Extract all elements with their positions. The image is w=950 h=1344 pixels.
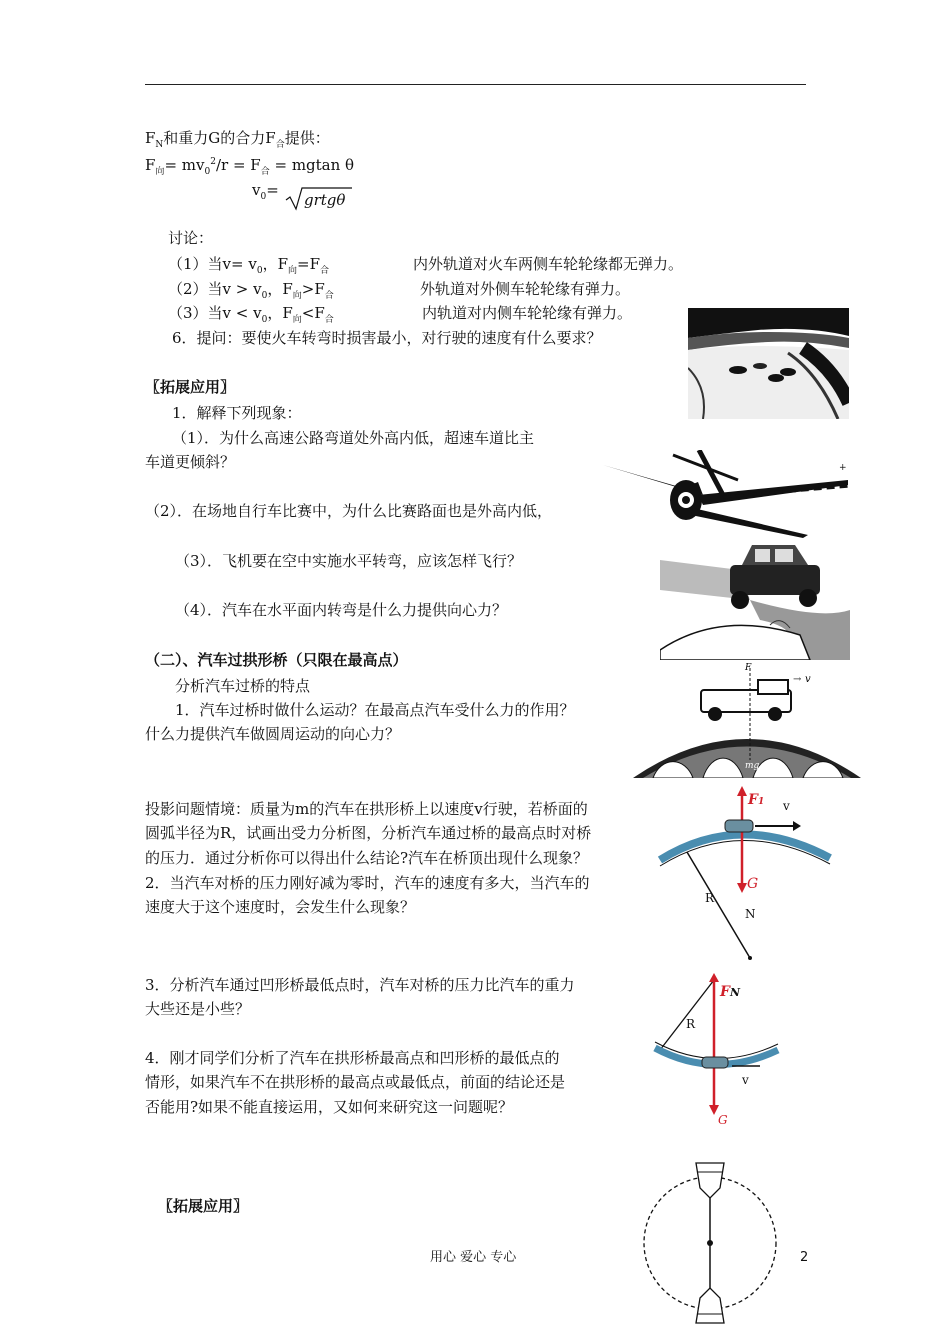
arch-bridge-figure	[633, 660, 861, 778]
section-2-question-1a: 1．汽车过桥时做什么运动？在最高点汽车受什么力的作用？	[175, 701, 575, 719]
question-4a: 4．刚才同学们分析了汽车在拱形桥最高点和凹形桥的最低点的	[145, 1049, 560, 1067]
footer-motto: 用心 爱心 专心	[430, 1250, 517, 1265]
header-rule	[145, 84, 806, 85]
ext-item-1-2: （2）．在场地自行车比赛中，为什么比赛路面也是外高内低，	[145, 502, 553, 520]
page-number: 2	[800, 1250, 809, 1265]
heading-extension-2: 〖拓展应用〗	[158, 1197, 249, 1215]
ext-item-1-3: （3）．飞机要在空中实施水平转弯，应该怎样飞行？	[175, 552, 523, 570]
discussion-item-2: （2）当$v > v_0$，$F_向>F_合$	[168, 280, 334, 301]
projection-line-1: 投影问题情境：质量为m的汽车在拱形桥上以速度v行驶，若桥面的	[145, 800, 588, 818]
svg-text:mg: mg	[745, 761, 760, 771]
question-2a: 2．当汽车对桥的压力刚好减为零时，汽车的速度有多大，当汽车的	[145, 874, 590, 892]
question-4c: 否能用?如果不能直接运用，又如何来研究这一问题呢？	[145, 1098, 514, 1116]
projection-line-2: 圆弧半径为R，试画出受力分析图，分析汽车通过桥的最高点时对桥	[145, 824, 592, 842]
question-3a: 3．分析汽车通过凹形桥最低点时，汽车对桥的压力比汽车的重力	[145, 976, 575, 994]
discussion-label: 讨论：	[168, 229, 214, 247]
question-3b: 大些还是小些？	[145, 1000, 251, 1018]
heading-extension-1: 〖拓展应用〗	[145, 378, 236, 396]
racetrack-photo	[688, 308, 849, 419]
car-turning-image	[660, 540, 850, 660]
svg-text:v: v	[783, 799, 790, 813]
discussion-item-2-text: 外轨道对外侧车轮轮缘有弹力。	[420, 280, 631, 298]
question-4b: 情形，如果汽车不在拱形桥的最高点或最低点，前面的结论还是	[145, 1073, 566, 1091]
svg-text:v: v	[742, 1073, 749, 1087]
svg-text:→: →	[793, 674, 802, 685]
ext-item-1-1b: 车道更倾斜？	[145, 453, 236, 471]
projection-line-3: 的压力．通过分析你可以得出什么结论?汽车在桥顶出现什么现象？	[145, 849, 589, 867]
section-2-intro: 分析汽车过桥的特点	[175, 677, 311, 695]
svg-text:R: R	[705, 891, 715, 905]
concave-bridge-diagram	[650, 970, 800, 1130]
bridge-force-diagram	[655, 780, 840, 960]
svg-text:N: N	[745, 907, 756, 921]
formula-line-2: $F_向= mv_0^2/r = F_合 = mgtan$ θ	[145, 156, 355, 177]
svg-text:v: v	[805, 674, 811, 685]
discussion-item-1: （1）当$v= v_0$，$F_向=F_合$	[168, 255, 330, 276]
formula-line-3: $v_0=$	[252, 181, 279, 202]
discussion-item-3-text: 内轨道对内侧车轮轮缘有弹力。	[422, 304, 633, 322]
section-2-question-1b: 什么力提供汽车做圆周运动的向心力？	[145, 725, 401, 743]
bucket-circle-diagram	[640, 1158, 780, 1338]
discussion-item-3: （3）当$v < v_0$，$F_向<F_合$	[168, 304, 334, 325]
svg-text:F: F	[745, 663, 752, 673]
discussion-item-1-text: 内外轨道对火车两侧车轮轮缘都无弹力。	[413, 255, 684, 273]
formula-line-1: $F_N$和重力G的合力$F_合$提供：	[145, 129, 330, 150]
svg-text:G: G	[718, 1113, 728, 1127]
ext-item-1-4: （4）．汽车在水平面内转弯是什么力提供向心力？	[175, 601, 508, 619]
svg-text:G: G	[747, 876, 759, 892]
svg-text:FN: FN	[720, 984, 741, 1000]
question-2b: 速度大于这个速度时，会发生什么现象？	[145, 898, 416, 916]
airplane-image	[603, 450, 850, 540]
ext-item-1: 1．解释下列现象：	[172, 404, 302, 422]
svg-text:F1: F1	[748, 792, 765, 808]
heading-section-2: （二）、汽车过拱形桥（只限在最高点）	[145, 651, 408, 669]
question-6: 6．提问：要使火车转弯时损害最小，对行驶的速度有什么要求？	[172, 329, 602, 347]
svg-text:R: R	[686, 1017, 696, 1031]
svg-text:+: +	[839, 463, 847, 473]
ext-item-1-1a: （1）．为什么高速公路弯道处外高内低，超速车道比主	[172, 429, 535, 447]
